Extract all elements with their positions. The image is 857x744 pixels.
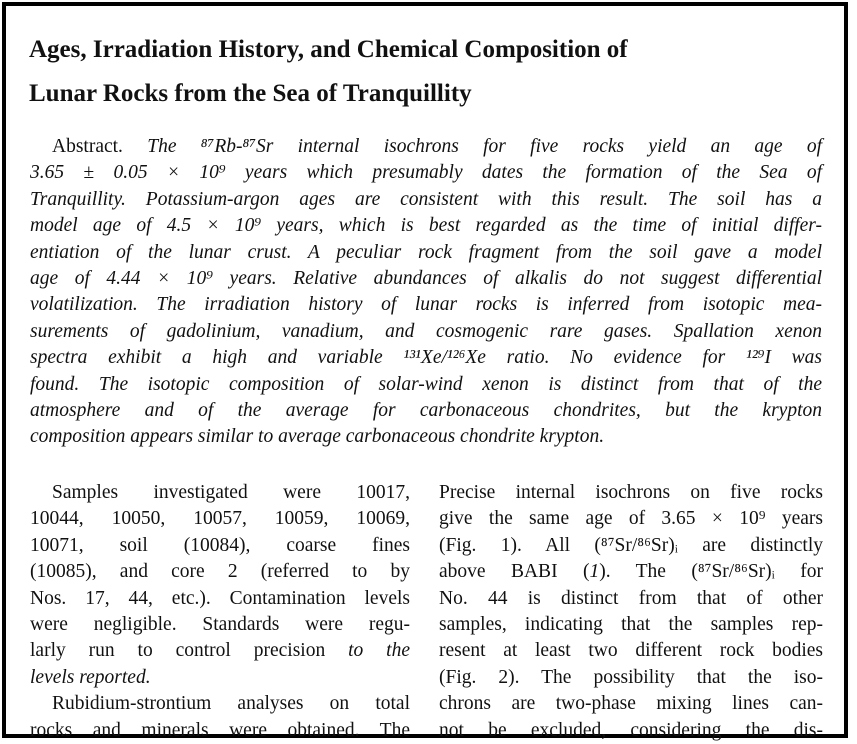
text-segment: Precise internal isochrons on five rocks	[439, 482, 823, 503]
text-line	[30, 480, 410, 506]
text-segment: Rubidium-strontium analyses on total	[52, 693, 410, 715]
text-segment: 10044, 10050, 10057, 10059, 10069,	[30, 508, 410, 530]
text-segment: above BABI (	[439, 561, 590, 583]
text-line	[439, 533, 823, 559]
text-segment: composition appears similar to average carbonaceous chondrite krypton.	[30, 426, 605, 448]
article-title	[29, 28, 628, 116]
title-line-1: Ages, Irradiation History, and Chemical Composition of	[29, 36, 628, 63]
text-line	[30, 506, 410, 532]
text-segment: The ⁸⁷Rb-⁸⁷Sr internal isochrons for five rocks yield an age of	[147, 136, 823, 157]
text-segment: (Fig. 2). The possibility that the iso-	[439, 666, 823, 688]
text-segment: Samples investigated were 10017,	[52, 482, 410, 503]
text-segment: give the same age of 3.65 × 10⁹ years	[439, 508, 823, 530]
text-line	[30, 424, 822, 450]
text-segment: ). The (⁸⁷Sr/⁸⁶Sr)ᵢ for	[599, 561, 823, 583]
text-line	[30, 533, 410, 559]
text-line	[30, 638, 410, 664]
text-line	[439, 559, 823, 585]
text-segment: (Fig. 1). All (⁸⁷Sr/⁸⁶Sr)ᵢ are distinctly	[439, 534, 823, 556]
text-line	[439, 480, 823, 506]
right-column	[439, 480, 823, 744]
text-segment: rocks and minerals were obtained. The	[30, 719, 410, 741]
text-line	[30, 691, 410, 717]
text-segment: 3.65 ± 0.05 × 10⁹ years which presumably dates the formation of the Sea of	[30, 162, 822, 184]
text-segment: 10071, soil (10084), coarse fines	[30, 534, 410, 556]
text-line	[30, 398, 822, 424]
text-segment: age of 4.44 × 10⁹ years. Relative abundances of alkalis do not suggest differential	[30, 267, 822, 289]
text-line	[30, 240, 822, 266]
text-segment: not be excluded, considering the dis-	[439, 719, 823, 741]
text-segment: atmosphere and of the average for carbonaceous chondrites, but the krypton	[30, 399, 822, 421]
text-line	[30, 372, 822, 398]
text-segment: spectra exhibit a high and variable ¹³¹Xe/¹²⁶Xe ratio. No evidence for ¹²⁹I was	[30, 347, 822, 369]
text-line	[439, 506, 823, 532]
text-segment: 1	[589, 561, 600, 583]
text-line	[439, 638, 823, 664]
text-segment: samples, indicating that the samples rep-	[439, 613, 823, 635]
text-segment: Tranquillity. Potassium-argon ages are consistent with this result. The soil has a	[30, 188, 822, 210]
text-line	[439, 612, 823, 638]
text-segment: model age of 4.5 × 10⁹ years, which is best regarded as the time of initial differ-	[30, 215, 822, 237]
text-segment: Abstract.	[52, 136, 148, 157]
text-segment: surements of gadolinium, vanadium, and cosmogenic rare gases. Spallation xenon	[30, 320, 822, 342]
text-line	[30, 665, 410, 691]
text-line	[30, 160, 822, 186]
text-line	[439, 691, 823, 717]
text-line	[30, 586, 410, 612]
text-line	[30, 612, 410, 638]
text-segment: resent at least two different rock bodies	[439, 640, 823, 662]
text-line	[30, 718, 410, 744]
text-line	[30, 187, 822, 213]
text-segment: No. 44 is distinct from that of other	[439, 587, 823, 609]
title-line-2: Lunar Rocks from the Sea of Tranquillity	[29, 80, 472, 107]
text-segment: chrons are two-phase mixing lines can-	[439, 693, 823, 715]
text-line	[30, 213, 822, 239]
text-segment: found. The isotopic composition of solar-wind xenon is distinct from that of the	[30, 373, 822, 395]
text-line	[30, 345, 822, 371]
text-line	[439, 718, 823, 744]
text-line	[30, 134, 822, 160]
text-segment: Nos. 17, 44, etc.). Contamination levels	[30, 587, 410, 609]
text-segment: levels reported.	[30, 666, 151, 688]
text-segment: larly run to control precision	[30, 640, 349, 662]
text-line	[30, 319, 822, 345]
text-segment: were negligible. Standards were regu-	[30, 613, 410, 635]
text-line	[439, 586, 823, 612]
text-line	[439, 665, 823, 691]
text-segment: to the	[348, 640, 410, 662]
left-column	[30, 480, 410, 744]
text-segment: entiation of the lunar crust. A peculiar rock fragment from the soil gave a model	[30, 241, 822, 263]
text-line	[30, 266, 822, 292]
text-line	[30, 292, 822, 318]
text-segment: volatilization. The irradiation history of lunar rocks is inferred from isotopic mea-	[30, 294, 822, 316]
abstract	[30, 134, 822, 451]
text-line	[30, 559, 410, 585]
text-segment: (10085), and core 2 (referred to by	[30, 561, 410, 583]
